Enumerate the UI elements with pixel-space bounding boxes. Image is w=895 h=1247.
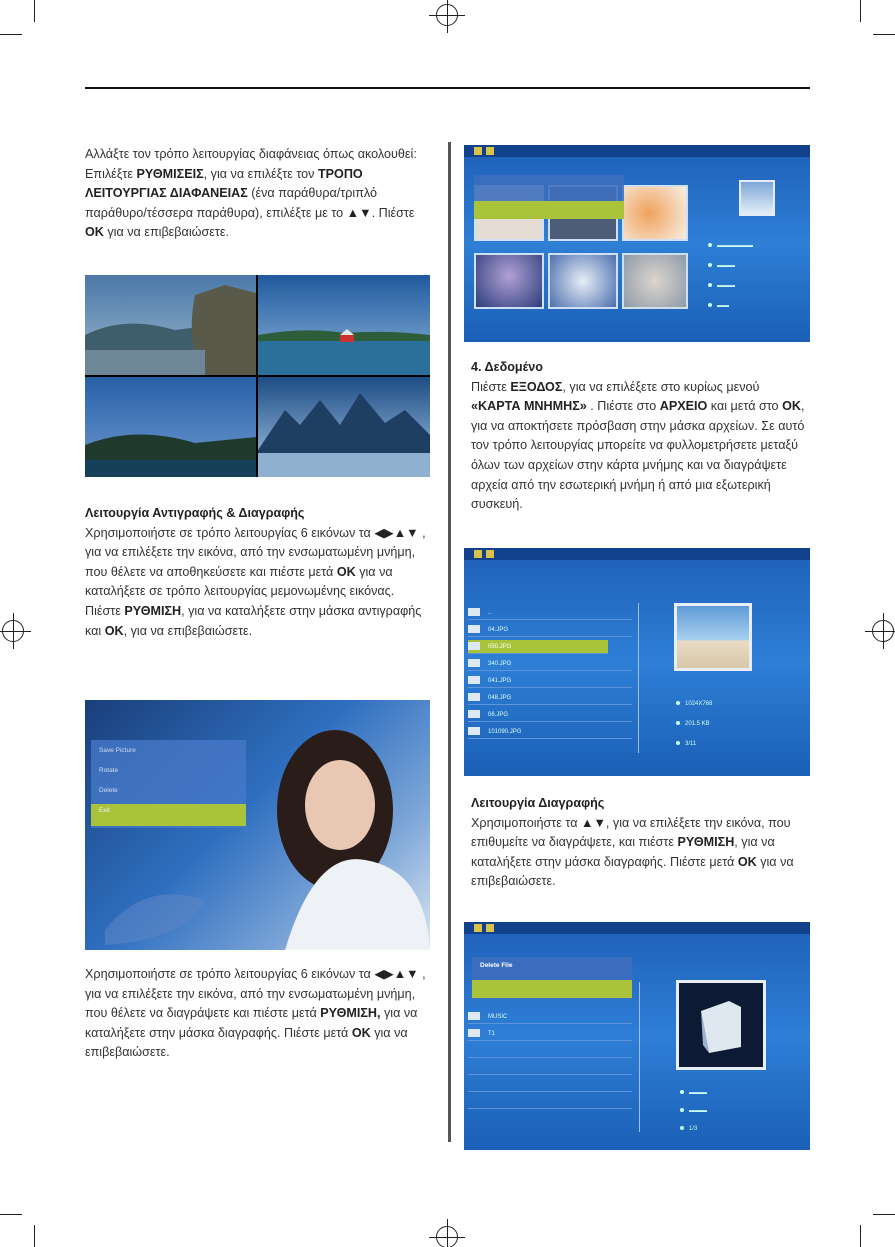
folder-preview-icon bbox=[676, 980, 766, 1070]
text: και μετά στο bbox=[707, 399, 783, 414]
info-line bbox=[680, 1126, 697, 1132]
crop-mark bbox=[860, 0, 861, 22]
exit-term: ΕΞΟΔΟΣ bbox=[510, 379, 563, 394]
copy-menu-item[interactable]: Save Picture bbox=[99, 747, 136, 754]
file-row bbox=[468, 1044, 632, 1058]
info-line: ▬▬▬▬▬▬ bbox=[708, 243, 753, 249]
info-line bbox=[676, 701, 712, 707]
text: Πιέστε bbox=[471, 379, 511, 394]
ok-term: OK bbox=[104, 623, 124, 638]
crop-mark bbox=[0, 34, 22, 35]
thumbnail[interactable] bbox=[474, 253, 544, 309]
arrow-keys-glyph: ◀▶▲▼ bbox=[374, 967, 419, 981]
file-row bbox=[468, 1061, 632, 1075]
data-heading: 4. Δεδομένο bbox=[471, 360, 543, 374]
four-window-slideshow-photo bbox=[85, 275, 430, 477]
text: , για να επιλέξετε την εικόνα, από την ενσωματωμένη μνήμη, που θέλετε να διαγράψετε και πιέστε μετά bbox=[85, 967, 426, 1021]
text: , για να επιβεβαιώσετε. bbox=[123, 623, 253, 638]
file-name: 048.JPG bbox=[488, 695, 512, 701]
file-row[interactable] bbox=[468, 691, 632, 705]
setting-term: ΡΥΘΜΙΣΗ bbox=[124, 603, 182, 618]
setting-term: ΡΥΘΜΙΣΗ bbox=[677, 835, 735, 850]
delete-six-paragraph bbox=[85, 965, 430, 1063]
file-term: ΑΡΧΕΙΟ bbox=[659, 399, 708, 414]
file-row[interactable] bbox=[468, 657, 632, 671]
delete-menu-highlight[interactable] bbox=[472, 980, 632, 998]
thumbnail[interactable] bbox=[548, 253, 618, 309]
slideshow-mode-term: ΤΡΟΠΟ ΛΕΙΤΟΥΡΓΙΑΣ ΔΙΑΦΑΝΕΙΑΣ bbox=[85, 166, 363, 201]
crop-mark bbox=[873, 34, 895, 35]
registration-mark bbox=[436, 1226, 458, 1247]
copy-delete-heading: Λειτουργία Αντιγραφής & Διαγραφής bbox=[85, 506, 305, 520]
crop-mark bbox=[34, 1225, 35, 1247]
slideshow-mode-paragraph bbox=[85, 145, 425, 243]
file-row[interactable] bbox=[468, 708, 632, 722]
text: (ένα παράθυρα/τριπλό παράθυρο/τέσσερα παράθυρα), επιλέξτε με το bbox=[85, 186, 378, 220]
file-row[interactable] bbox=[468, 606, 632, 620]
registration-mark bbox=[2, 620, 24, 642]
list-scrollbar[interactable] bbox=[639, 982, 640, 1132]
crop-mark bbox=[0, 1214, 22, 1215]
copy-menu-panel bbox=[91, 740, 246, 828]
file-name: .. bbox=[488, 610, 492, 616]
file-size: 201.5 KB bbox=[685, 721, 710, 727]
delete-menu-title: Delete File bbox=[480, 962, 513, 969]
text: , για να επιλέξτε τον bbox=[203, 166, 318, 181]
text: για να επιβεβαιώσετε. bbox=[85, 1025, 408, 1060]
copy-menu-screen bbox=[85, 700, 430, 950]
text: για να επιβεβαιώσετε. bbox=[103, 225, 229, 240]
text: Χρησιμοποιήστε σε τρόπο λειτουργίας 6 εικόνων τα bbox=[85, 967, 375, 981]
file-icon bbox=[468, 727, 480, 735]
text: για να επιβεβαιώσετε. bbox=[471, 854, 794, 889]
registration-mark bbox=[436, 4, 458, 26]
text: . Πιέστε bbox=[371, 205, 415, 220]
crop-mark bbox=[873, 1214, 895, 1215]
file-icon bbox=[468, 625, 480, 633]
info-line bbox=[676, 721, 710, 727]
thumbnail[interactable] bbox=[622, 185, 688, 241]
copy-menu-item[interactable]: Rotate bbox=[99, 767, 119, 774]
file-index: 3/11 bbox=[685, 741, 697, 747]
screen-topbar bbox=[464, 145, 810, 157]
text: Αλλάξτε τον τρόπο λειτουργίας διαφάνειας όπως ακολουθεί: Επιλέξτε bbox=[85, 147, 417, 181]
info-line: ▬▬▬ bbox=[680, 1090, 707, 1096]
text: , για να επιλέξετε την εικόνα, από την ενσωματωμένη μνήμη, που θέλετε να αποθηκεύσετε και πιέστε μετά bbox=[85, 525, 426, 579]
folder-icon bbox=[468, 1012, 480, 1020]
copy-menu-item-selected[interactable]: Exit bbox=[91, 804, 246, 826]
column-divider bbox=[448, 142, 451, 1142]
text: , για να επιλέξετε την εικόνα, που επιθυμείτε να διαγράψετε, και πιέστε bbox=[471, 815, 791, 850]
text: , για να καταλήξετε στην μάσκα αντιγραφής και bbox=[85, 603, 422, 638]
image-resolution: 1024X768 bbox=[685, 701, 713, 707]
ok-term: OK bbox=[351, 1025, 371, 1040]
header-rule bbox=[85, 87, 810, 89]
ok-term: OK bbox=[85, 225, 104, 240]
setting-term: ΡΥΘΜΙΣΗ, bbox=[320, 1006, 381, 1021]
file-row[interactable] bbox=[468, 725, 632, 739]
delete-mode-paragraph bbox=[471, 794, 816, 892]
info-line: ▬▬ bbox=[708, 303, 729, 309]
text: , για να καταλήξετε στην μάσκα διαγραφής. Πιέστε μετά bbox=[471, 835, 775, 869]
text: , για να επιλέξετε στο κυρίως μενού bbox=[562, 379, 760, 394]
folder-icon bbox=[468, 608, 480, 616]
ok-term: OK bbox=[737, 854, 757, 869]
text: Χρησιμοποιήστε σε τρόπο λειτουργίας 6 εικόνων τα bbox=[85, 525, 375, 540]
file-icon bbox=[468, 693, 480, 701]
file-row bbox=[468, 1095, 632, 1109]
file-preview-image bbox=[674, 603, 752, 671]
copy-menu-item[interactable]: Delete bbox=[99, 787, 118, 794]
copy-delete-paragraph bbox=[85, 504, 430, 641]
folder-icon bbox=[468, 1029, 480, 1037]
text: για να καταλήξετε σε τρόπο λειτουργίας μεμονωμένης εικόνας. Πιέστε bbox=[85, 564, 395, 618]
ok-term: OK bbox=[782, 399, 801, 414]
delete-file-screen bbox=[464, 922, 810, 1150]
file-name: T1 bbox=[488, 1031, 496, 1037]
info-line: ▬▬▬ bbox=[708, 283, 735, 289]
file-icon bbox=[468, 710, 480, 718]
arrow-keys-glyph: ▲▼ bbox=[346, 205, 372, 220]
picture-preview-icon bbox=[739, 180, 775, 216]
file-row[interactable] bbox=[468, 623, 632, 637]
file-row bbox=[468, 1078, 632, 1092]
text: για να καταλήξετε στην μάσκα διαγραφής. Πιέστε μετά bbox=[85, 1006, 418, 1040]
settings-term: ΡΥΘΜΙΣΕΙΣ bbox=[136, 166, 204, 181]
thumbnail[interactable] bbox=[622, 253, 688, 309]
file-name: 06.JPG bbox=[488, 712, 509, 718]
file-name: 340.JPG bbox=[488, 661, 512, 667]
text: . Πιέστε στο bbox=[586, 399, 660, 414]
screen-topbar bbox=[464, 922, 810, 934]
info-line: ▬▬▬ bbox=[680, 1108, 707, 1114]
file-row[interactable] bbox=[468, 1027, 632, 1041]
info-line: ▬▬▬ bbox=[708, 263, 735, 269]
list-scrollbar[interactable] bbox=[638, 603, 639, 753]
arrow-keys-glyph: ◀▶▲▼ bbox=[374, 525, 419, 540]
memory-card-term: «ΚΑΡΤΑ ΜΝΗΜΗΣ» bbox=[471, 399, 587, 414]
file-row[interactable] bbox=[468, 674, 632, 688]
ok-term: OK bbox=[336, 564, 356, 579]
crop-mark bbox=[34, 0, 35, 22]
delete-mode-heading: Λειτουργία Διαγραφής bbox=[471, 796, 605, 810]
file-browser-screen bbox=[464, 548, 810, 776]
text: , για να αποκτήσετε πρόσβαση στην μάσκα αρχείων. Σε αυτό τον τρόπο λειτουργίας μπορείτε να φυλλομετρήσετε μεταξύ όλων των αρχείων στην κάρτα μνήμης και να διαγράψετε αρχεία από την εσωτερική μνήμη ή από μια εξωτερική συσκευή. bbox=[471, 399, 805, 512]
arrow-keys-glyph: ▲▼ bbox=[580, 815, 606, 830]
file-name: MUSIC bbox=[488, 1014, 508, 1020]
registration-mark bbox=[872, 620, 894, 642]
screen-topbar bbox=[464, 548, 810, 560]
file-name: 04.JPG bbox=[488, 627, 509, 633]
file-row-selected[interactable] bbox=[468, 640, 608, 654]
file-index: 1/3 bbox=[689, 1126, 698, 1132]
data-paragraph bbox=[471, 358, 811, 515]
file-name: 041.JPG bbox=[488, 678, 512, 684]
file-name: 101090.JPG bbox=[488, 729, 522, 735]
file-icon bbox=[468, 676, 480, 684]
crop-mark bbox=[860, 1225, 861, 1247]
thumbnail-grid-screen bbox=[464, 145, 810, 342]
file-name: 050.JPG bbox=[488, 644, 512, 650]
file-row[interactable] bbox=[468, 1010, 632, 1024]
file-icon bbox=[468, 642, 480, 650]
text: Χρησιμοποιήστε τα bbox=[471, 815, 581, 830]
thumbnail-menu-highlight[interactable] bbox=[474, 201, 624, 219]
file-icon bbox=[468, 659, 480, 667]
info-line bbox=[676, 741, 696, 747]
